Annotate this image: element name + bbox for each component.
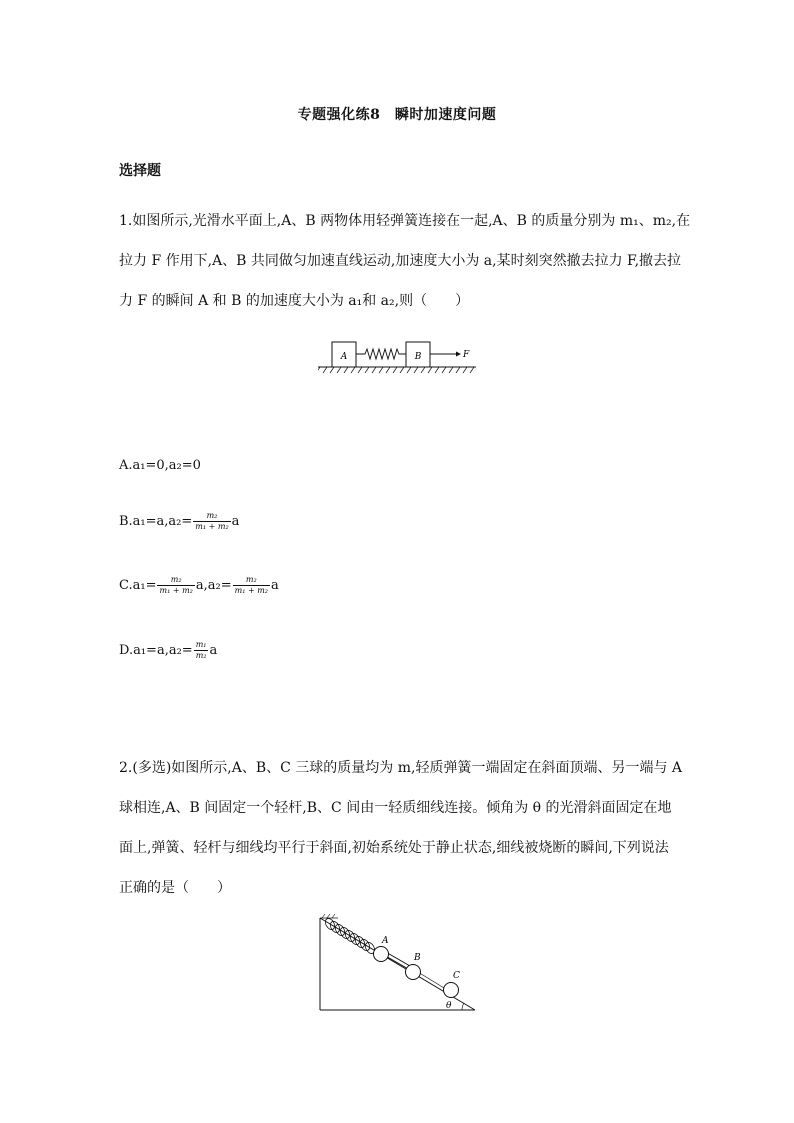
option-d-prefix: D.a₁=a,a₂= — [119, 643, 193, 658]
ball-b-label: B — [414, 953, 421, 963]
spring — [356, 349, 406, 359]
force-label: F — [463, 350, 470, 360]
option-c-prefix: C.a₁= — [119, 578, 157, 593]
option-c-fraction-2: $\frac{\text{m₂}}{\text{m₁ + m₂}}$ — [234, 575, 268, 595]
option-b-fraction: $\frac{\text{m₂}}{\text{m₁ + m₂}}$ — [195, 511, 229, 531]
option-c-mid: a,a₂= — [195, 578, 232, 593]
option-a-text: A.a₁=0,a₂=0 — [119, 458, 201, 473]
q1-line-1: 1.如图所示,光滑水平面上,A、B 两物体用轻弹簧连接在一起,A、B 的质量分别为 m₁、m₂,在 — [119, 213, 691, 229]
option-d-suffix: a — [209, 643, 218, 658]
q2-line-1: 2.(多选)如图所示,A、B、C 三球的质量均为 m,轻质弹簧一端固定在斜面顶端、另一端与 A — [119, 760, 683, 776]
ball-c — [444, 983, 459, 998]
q1-line-2: 拉力 F 作用下,A、B 共同做匀加速直线运动,加速度大小为 a,某时刻突然撤去拉力 F,撤去拉 — [119, 253, 682, 269]
option-b-suffix: a — [231, 514, 240, 529]
q2-figure-incline — [312, 912, 482, 1016]
section-heading: 选择题 — [119, 163, 161, 179]
q1-line-3: 力 F 的瞬间 A 和 B 的加速度大小为 a₁和 a₂,则（ ） — [119, 293, 470, 309]
q1-option-d[interactable] — [119, 641, 217, 660]
q2-line-3: 面上,弹簧、轻杆与细线均平行于斜面,初始系统处于静止状态,细线被烧断的瞬间,下列说法 — [119, 840, 669, 856]
ball-a-label: A — [382, 936, 389, 946]
ball-a — [374, 947, 389, 962]
block-b-label: B — [414, 352, 422, 362]
q1-option-b[interactable] — [119, 512, 239, 531]
q2-line-2: 球相连,A、B 间固定一个轻杆,B、C 间由一轻质细线连接。倾角为 θ 的光滑斜面固定在地 — [119, 800, 672, 816]
thread — [418, 972, 444, 988]
q2-line-4: 正确的是（ ） — [119, 880, 231, 896]
ball-b — [406, 965, 421, 980]
page-title: 专题强化练8 瞬时加速度问题 — [297, 107, 497, 123]
ball-c-label: C — [453, 971, 460, 981]
option-c-suffix: a — [270, 578, 279, 593]
option-b-prefix: B.a₁=a,a₂= — [119, 514, 193, 529]
option-d-fraction: $\frac{\text{m₁}}{\text{m₂}}$ — [195, 640, 207, 660]
q1-option-a[interactable] — [119, 458, 201, 473]
block-a-label: A — [340, 352, 348, 362]
q1-option-c[interactable] — [119, 576, 279, 595]
angle-label: θ — [446, 1001, 452, 1011]
q1-figure-spring-blocks — [318, 338, 478, 376]
option-c-fraction-1: $\frac{\text{m₂}}{\text{m₁ + m₂}}$ — [159, 575, 193, 595]
